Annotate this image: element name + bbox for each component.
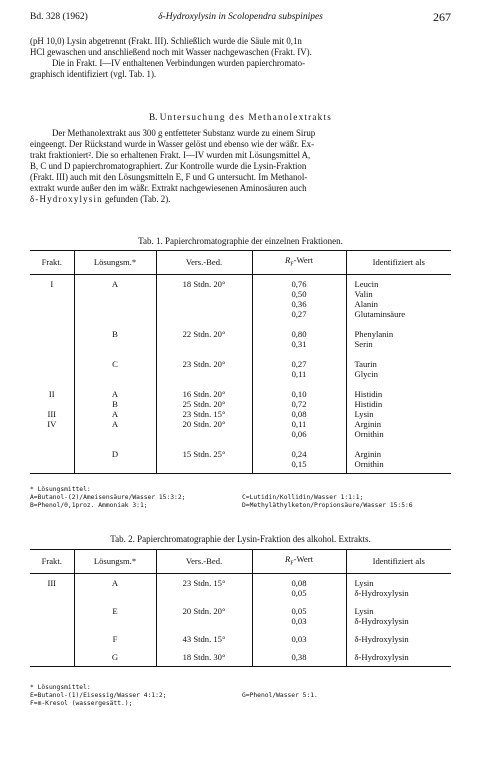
frakt-cell [30,359,74,369]
rf-value-cell: 0,80 [252,329,346,339]
table-row [30,369,451,379]
conditions-cell: 20 Stdn. 20° [156,606,252,616]
running-title: δ-Hydroxylysin in Scolopendra subspinipes [158,12,323,22]
solvent-cell: D [74,449,156,459]
identified-cell: Ornithin [346,459,451,469]
solvent-cell: A [74,279,156,289]
spacer-cell [252,439,346,449]
conditions-cell: 43 Stdn. 15° [156,634,252,644]
frakt-cell [30,449,74,459]
spacer-cell [252,662,346,667]
solvent-cell [74,616,156,626]
section-b-paragraph [30,128,451,205]
identified-cell: Lysin [346,578,451,588]
rf-symbol: R [285,554,291,564]
spacer-cell [156,439,252,449]
conditions-cell: 23 Stdn. 20° [156,359,252,369]
spacer-cell [74,626,156,634]
identified-cell: Glutaminsäure [346,309,451,319]
group-spacer [30,379,451,389]
conditions-cell: 20 Stdn. 20° [156,419,252,429]
table-row [30,634,451,644]
rf-value-cell: 0,38 [252,652,346,662]
solvent-cell: A [74,409,156,419]
text-line: HCl gewaschen und anschließend noch mit Wasser nachgewaschen (Frakt. IV). [30,47,312,57]
table-end [30,662,451,667]
solvent-cell: A [74,578,156,588]
conditions-cell: 15 Stdn. 25° [156,449,252,459]
solvent-cell [74,459,156,469]
identified-cell: δ-Hydroxylysin [346,652,451,662]
table-row [30,289,451,299]
frakt-cell [30,369,74,379]
group-spacer [30,439,451,449]
frakt-cell [30,289,74,299]
spacer-cell [30,379,74,389]
conditions-cell: 23 Stdn. 15° [156,409,252,419]
col-solvent-header: Lösungsm.* [74,251,156,275]
footnote-columns [30,692,451,708]
frakt-cell: III [47,577,57,588]
spacer-cell [30,644,74,652]
frakt-cell [30,329,74,339]
conditions-cell [156,616,252,626]
col-conditions-header: Vers.-Bed. [156,550,252,574]
frakt-cell [30,588,74,598]
frakt-cell [30,429,74,439]
spacer-cell [156,662,252,667]
group-spacer [30,319,451,329]
spacer-cell [346,598,451,606]
group-spacer [30,644,451,652]
rf-value-cell: 0,27 [252,359,346,369]
running-header [30,10,451,26]
table-row [30,419,451,429]
text-line: eingeengt. Der Rückstand wurde in Wasser gelöst und ebenso wie der wäßr. Ex- [30,139,315,149]
spacer-cell [30,469,74,474]
col-frakt-header: Frakt. [30,251,74,275]
spacer-cell [252,349,346,359]
frakt-cell [30,652,74,662]
conditions-cell: 23 Stdn. 15° [156,578,252,588]
spacer-cell [156,626,252,634]
table1 [30,250,451,474]
spacer-cell [74,469,156,474]
identified-cell: Alanin [346,299,451,309]
rf-symbol: R [285,255,291,265]
rf-subscript: F [290,261,294,268]
identified-cell: Glycin [346,369,451,379]
conditions-cell [156,289,252,299]
journal-volume: Bd. 328 (1962) [30,12,88,22]
solvent-cell [74,299,156,309]
text-line: B, C und D papierchromatographiert. Zur Kontrolle wurde die Lysin-Fraktion [30,161,307,171]
rf-value-cell: 0,31 [252,339,346,349]
identified-cell: Leucin [346,279,451,289]
table-row [30,449,451,459]
solvent-cell [74,429,156,439]
conditions-cell: 25 Stdn. 20° [156,399,252,409]
spacer-cell [346,439,451,449]
group-spacer [30,626,451,634]
frakt-cell [30,459,74,469]
identified-cell: Lysin [346,606,451,616]
identified-cell: δ-Hydroxylysin [346,616,451,626]
spacer-cell [346,349,451,359]
col-identified-header: Identifiziert als [346,251,451,275]
text-line: extrakt wurde außer den im wäßr. Extrakt nachgewiesenen Aminosäuren auch [30,183,307,193]
conditions-cell [156,309,252,319]
table1-footnote [30,486,451,510]
spacer-cell [252,469,346,474]
spacer-cell [252,644,346,652]
text-line [30,194,451,205]
group-spacer [30,349,451,359]
spacer-cell [252,379,346,389]
spacer-cell [74,439,156,449]
solvent-definition: G=Phenol/Wasser 5:1. [242,692,318,699]
frakt-cell [30,299,74,309]
table-row [30,359,451,369]
frakt-cell: I [50,278,54,289]
footnote-columns [30,494,451,510]
frakt-cell [30,616,74,626]
table-row [30,606,451,616]
section-letter: B. [148,112,160,122]
spacer-cell [346,319,451,329]
solvent-definition: C=Lutidin/Kollidin/Wasser 1:1:1; [242,494,364,501]
rf-value-cell: 0,11 [252,369,346,379]
col-identified-header: Identifiziert als [346,550,451,574]
footnote-right [242,494,413,510]
group-spacer [30,598,451,606]
table-end [30,469,451,474]
text-line: graphisch identifiziert (vgl. Tab. 1). [30,69,157,79]
spacer-cell [156,319,252,329]
spacer-cell [346,379,451,389]
table-row [30,429,451,439]
spacer-cell [30,319,74,329]
identified-cell: Taurin [346,359,451,369]
table-row [30,409,451,419]
col-rf-header [252,251,346,275]
rf-value-cell: 0,05 [252,588,346,598]
solvent-cell: A [74,389,156,399]
table-row [30,299,451,309]
rf-value-cell: 0,24 [252,449,346,459]
spacer-cell [30,598,74,606]
conditions-cell: 22 Stdn. 20° [156,329,252,339]
col-frakt-header: Frakt. [30,550,74,574]
conditions-cell: 18 Stdn. 30° [156,652,252,662]
solvent-cell: F [74,634,156,644]
table-row [30,652,451,662]
solvent-definition: D=Methyläthylketon/Propionsäure/Wasser 15:5:6 [242,502,413,509]
identified-cell: Valin [346,289,451,299]
solvent-cell [74,339,156,349]
col-rf-header [252,550,346,574]
spacer-cell [30,349,74,359]
spacer-cell [156,469,252,474]
conditions-cell [156,369,252,379]
intro-paragraph [30,36,451,80]
section-title-text: Untersuchung des Methanolextrakts [159,112,332,122]
frakt-cell [30,309,74,319]
spacer-cell [346,469,451,474]
spacer-cell [74,644,156,652]
solvent-cell: B [74,329,156,339]
identified-cell: Arginin [346,449,451,459]
solvent-cell [74,588,156,598]
table-row [30,279,451,289]
identified-cell: Phenylanin [346,329,451,339]
rf-value-cell: 0,11 [252,419,346,429]
rf-value-cell: 0,15 [252,459,346,469]
solvent-definition: E=Butanol-(1)/Eisessig/Wasser 4:1:2; [30,692,167,699]
spacer-cell [252,626,346,634]
rf-value-cell: 0,03 [252,616,346,626]
spacer-cell [156,598,252,606]
identified-cell: Arginin [346,419,451,429]
spacer-cell [30,439,74,449]
spacer-cell [30,662,74,667]
solvent-definition: B=Phenol/0,1proz. Ammoniak 3:1; [30,502,148,509]
text-line: trakt fraktioniert². Die so erhaltenen Frakt. I—IV wurden mit Lösungsmittel A, [30,150,311,160]
spacer-cell [156,379,252,389]
conditions-cell [156,459,252,469]
table-row [30,389,451,399]
text-line: Der Methanolextrakt aus 300 g entfetteter Substanz wurde zu einem Sirup [52,128,316,138]
table2-caption: Tab. 2. Papierchromatographie der Lysin-Fraktion des alkohol. Extrakts. [110,534,371,544]
solvent-definition: F=m-Kresol (wassergesätt.); [30,700,133,707]
text-fragment: gefunden (Tab. 2). [102,194,171,204]
rf-value-cell: 0,76 [252,279,346,289]
spacer-cell [156,349,252,359]
solvent-cell [74,309,156,319]
identified-cell: δ-Hydroxylysin [346,634,451,644]
table2-footnote [30,684,451,708]
frakt-cell: IV [47,418,57,429]
frakt-cell: III [47,408,57,419]
conditions-cell [156,429,252,439]
rf-subscript: F [290,560,294,567]
solvent-cell: B [74,399,156,409]
solvent-cell: G [74,652,156,662]
footnote-right [242,692,318,708]
rf-value-cell: 0,36 [252,299,346,309]
solvent-cell [74,289,156,299]
text-line: (pH 10,0) Lysin abgetrennt (Frakt. III). Schließlich wurde die Säule mit 0,1n [30,36,302,46]
footnote-left [30,692,242,708]
table-row [30,329,451,339]
solvent-cell: E [74,606,156,616]
spacer-cell [74,379,156,389]
solvent-cell [74,369,156,379]
frakt-cell [30,606,74,616]
rf-value-cell: 0,08 [252,578,346,588]
spacer-cell [74,598,156,606]
footnote-title: * Lösungsmittel: [30,486,91,493]
conditions-cell: 18 Stdn. 20° [156,279,252,289]
text-line: (Frakt. III) auch mit den Lösungsmitteln E, F und G untersucht. Im Methanol- [30,172,308,182]
section-heading [30,112,451,122]
table-row [30,339,451,349]
rf-value-cell: 0,10 [252,389,346,399]
frakt-cell [30,634,74,644]
conditions-cell [156,339,252,349]
rf-value-cell: 0,06 [252,429,346,439]
identified-cell: Histidin [346,389,451,399]
frakt-cell: II [48,388,55,399]
table-row [30,616,451,626]
spacer-cell [252,319,346,329]
table2 [30,549,451,667]
compound-name: δ-Hydroxylysin [30,194,103,204]
identified-cell: Ornithin [346,429,451,439]
rf-value-cell: 0,27 [252,309,346,319]
col-solvent-header: Lösungsm.* [74,550,156,574]
spacer-cell [252,598,346,606]
footnote-left [30,494,242,510]
col-conditions-header: Vers.-Bed. [156,251,252,275]
spacer-cell [156,644,252,652]
spacer-cell [74,662,156,667]
table1-caption: Tab. 1. Papierchromatographie der einzelnen Fraktionen. [138,236,343,246]
table-row [30,588,451,598]
rf-value-cell: 0,50 [252,289,346,299]
solvent-cell: A [74,419,156,429]
table-row [30,399,451,409]
identified-cell: Serin [346,339,451,349]
spacer-cell [346,662,451,667]
identified-cell: Lysin [346,409,451,419]
table-row [30,309,451,319]
conditions-cell: 16 Stdn. 20° [156,389,252,399]
spacer-cell [74,319,156,329]
identified-cell: δ-Hydroxylysin [346,588,451,598]
text-line: Die in Frakt. I—IV enthaltenen Verbindungen wurden papierchromato- [52,58,306,68]
solvent-definition: A=Butanol-(2)/Ameisensäure/Wasser 15:3:2; [30,494,186,501]
spacer-cell [346,644,451,652]
spacer-cell [30,626,74,634]
table-row [30,578,451,588]
table-row [30,459,451,469]
spacer-cell [74,349,156,359]
rf-suffix: -Wert [293,255,313,265]
rf-value-cell: 0,05 [252,606,346,616]
page-number: 267 [433,10,451,24]
footnote-title: * Lösungsmittel: [30,684,91,691]
frakt-cell [30,339,74,349]
rf-value-cell: 0,08 [252,409,346,419]
rf-suffix: -Wert [293,554,313,564]
conditions-cell [156,588,252,598]
conditions-cell [156,299,252,309]
frakt-cell [30,399,74,409]
spacer-cell [346,626,451,634]
rf-value-cell: 0,03 [252,634,346,644]
solvent-cell: C [74,359,156,369]
identified-cell: Histidin [346,399,451,409]
rf-value-cell: 0,72 [252,399,346,409]
